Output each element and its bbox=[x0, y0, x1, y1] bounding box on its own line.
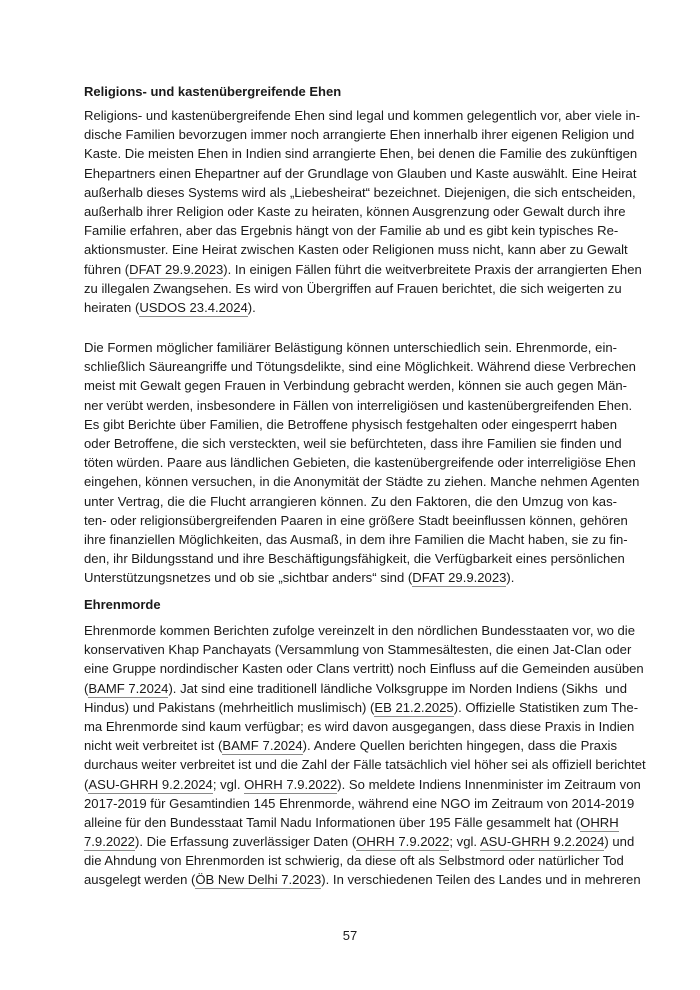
source-citation-link[interactable]: USDOS 23.4.2024 bbox=[139, 299, 248, 315]
text-line bbox=[84, 144, 638, 163]
text-segment: zu illegalen Zwangsehen. Es wird von Übergriffen auf Frauen berichtet, die sich weigerten zu bbox=[84, 280, 622, 296]
text-segment: ( bbox=[84, 776, 89, 792]
text-line bbox=[84, 870, 641, 889]
text-segment: ). In einigen Fällen führt die weitverbreitete Praxis der arrangierten Ehen bbox=[223, 261, 642, 277]
text-segment: oder Betroffene, die sich versteckten, weil sie befürchteten, dass ihre Familien sie finden und bbox=[84, 435, 622, 451]
text-line bbox=[84, 640, 632, 659]
text-line bbox=[84, 164, 637, 183]
source-citation-link[interactable]: ASU-GHRH 9.2.2024 bbox=[479, 834, 605, 850]
text-line bbox=[84, 679, 627, 698]
text-segment: Hindus) und Pakistans (mehrheitlich muslimisch) ( bbox=[84, 699, 375, 715]
source-citation-link[interactable]: ASU-GHRH 9.2.2024 bbox=[88, 776, 213, 792]
text-line bbox=[84, 794, 635, 813]
text-segment: konservativen Khap Panchayats (Versammlung von Stammesältesten, die einen Jat-Clan oder bbox=[84, 642, 632, 658]
text-line bbox=[84, 357, 636, 376]
source-citation-link[interactable]: OHRH 7.9.2022 bbox=[244, 776, 338, 792]
text-segment: den, ihr Bildungsstand und ihre Beschäftigungsfähigkeit, die Verfügbarkeit eines persönlichen bbox=[84, 551, 625, 567]
text-line bbox=[84, 415, 617, 434]
text-line bbox=[84, 511, 628, 530]
section-heading: Ehrenmorde bbox=[84, 597, 161, 612]
source-citation-link[interactable]: BAMF 7.2024 bbox=[88, 680, 169, 696]
text-segment: außerhalb dieses Systems wird als „Liebesheirat“ bezeichnet. Diejenigen, die sich entscheiden, bbox=[84, 184, 636, 200]
text-line bbox=[84, 755, 646, 774]
text-segment: eingehen, können versuchen, in die Anonymität der Städte zu ziehen. Manche nehmen Agenten bbox=[84, 474, 640, 490]
text-line bbox=[84, 338, 617, 357]
text-segment: meist mit Gewalt gegen Frauen in Verbindung gebracht werden, können sie auch gegen Män- bbox=[84, 378, 627, 394]
text-segment: Religions- und kastenübergreifende Ehen sind legal und kommen gelegentlich vor, aber viele in- bbox=[84, 108, 641, 123]
text-segment: schließlich Säureangriffe und Tötungsdelikte, sind eine Möglichkeit. Während diese Verbrechen bbox=[84, 359, 636, 375]
text-segment: töten würden. Paare aus ländlichen Gebieten, die kastenübergreifende oder interreligiöse Ehen bbox=[84, 455, 636, 471]
text-segment: aktionsmuster. Eine Heirat zwischen Kasten oder Religionen muss nicht, kann aber zu Gewalt bbox=[84, 242, 628, 258]
text-line bbox=[84, 260, 642, 279]
text-line bbox=[84, 396, 633, 415]
source-citation-link[interactable]: OHRH 7.9.2022 bbox=[356, 834, 450, 850]
text-segment: ). Andere Quellen berichten hingegen, dass die Praxis bbox=[302, 738, 618, 754]
text-segment: eine Gruppe nordindischer Kasten oder Clans vertritt) noch Einfluss auf die Gemeinden ausüben bbox=[84, 661, 644, 677]
text-line bbox=[84, 621, 635, 640]
text-line bbox=[84, 851, 624, 870]
text-segment: ) und bbox=[604, 834, 635, 850]
text-segment: ma Ehrenmorde sind kaum verfügbar; es wird davon ausgegangen, dass diese Praxis in Indien bbox=[84, 718, 635, 734]
paragraph bbox=[84, 338, 640, 587]
text-segment: Ehepartners einen Ehepartner auf der Grundlage von Glauben und Kaste auswählt. Eine Heirat bbox=[84, 165, 637, 181]
text-segment: ). bbox=[247, 299, 256, 315]
text-segment: Kaste. Die meisten Ehen in Indien sind arrangierte Ehen, bei denen die Familie des zukünftigen bbox=[84, 146, 638, 162]
text-segment: Ehrenmorde kommen Berichten zufolge vereinzelt in den nördlichen Bundesstaaten vor, wo die bbox=[84, 623, 635, 638]
text-line bbox=[84, 472, 640, 491]
text-segment: durchaus weiter verbreitet ist und die Zahl der Fälle tatsächlich viel höher sei als offiziell berichtet bbox=[84, 757, 646, 773]
text-segment: ; vgl. bbox=[449, 834, 480, 850]
text-segment: ). bbox=[506, 570, 515, 586]
text-line bbox=[84, 434, 622, 453]
text-segment: ausgelegt werden ( bbox=[84, 872, 196, 888]
source-citation-link[interactable]: DFAT 29.9.2023 bbox=[129, 261, 224, 277]
text-line bbox=[84, 775, 641, 794]
text-segment: Unterstützungsnetzes und ob sie „sichtbar anders“ sind ( bbox=[84, 570, 413, 586]
text-line bbox=[84, 717, 635, 736]
text-line bbox=[84, 549, 625, 568]
text-segment: 2017-2019 für Gesamtindien 145 Ehrenmorde, während eine NGO im Zeitraum von 2014-2019 bbox=[84, 795, 635, 811]
page-number: 57 bbox=[342, 928, 358, 943]
text-line bbox=[84, 453, 636, 472]
text-segment: die Ahndung von Ehrenmorden ist schwierig, da diese oft als Selbstmord oder natürlicher Tod bbox=[84, 853, 624, 869]
text-segment: ). In verschiedenen Teilen des Landes und in mehreren bbox=[321, 872, 641, 888]
text-segment: ihre finanziellen Möglichkeiten, das Ausmaß, in dem ihre Familien die Macht haben, sie zu fin- bbox=[84, 531, 628, 547]
text-segment: ). So meldete Indiens Innenminister im Zeitraum von bbox=[337, 776, 641, 792]
text-line bbox=[84, 832, 635, 851]
text-line bbox=[84, 376, 627, 395]
source-citation-link[interactable]: DFAT 29.9.2023 bbox=[412, 570, 507, 586]
text-line bbox=[84, 736, 617, 755]
text-line bbox=[84, 240, 628, 259]
text-line bbox=[84, 279, 622, 298]
text-segment: ). Jat sind eine traditionell ländliche Volksgruppe im Norden Indiens (Sikhs und bbox=[168, 680, 627, 696]
text-segment: Familie erfahren, aber das Ergebnis hängt von der Familie ab und es gibt kein typisches Re- bbox=[84, 223, 619, 239]
text-line bbox=[84, 183, 636, 202]
paragraph bbox=[84, 106, 642, 317]
text-segment: außerhalb ihrer Religion oder Kaste zu heiraten, können Ausgrenzung oder Gewalt durch ihre bbox=[84, 203, 626, 219]
text-segment: ; vgl. bbox=[212, 776, 245, 792]
source-citation-link[interactable]: ÖB New Delhi 7.2023 bbox=[195, 872, 322, 888]
text-segment: führen ( bbox=[84, 261, 130, 277]
text-segment: Die Formen möglicher familiärer Belästigung können unterschiedlich sein. Ehrenmorde, ein- bbox=[84, 340, 617, 355]
text-line bbox=[84, 530, 628, 549]
text-segment: ). Die Erfassung zuverlässiger Daten ( bbox=[134, 834, 357, 850]
text-segment: ( bbox=[84, 680, 89, 696]
text-segment: ). Offizielle Statistiken zum The- bbox=[453, 699, 639, 715]
text-segment: unter Vertrag, die die Flucht arrangieren können. Zu den Faktoren, die den Umzug von kas- bbox=[84, 493, 617, 509]
text-line bbox=[84, 221, 617, 240]
source-citation-link[interactable]: 7.9.2022 bbox=[84, 834, 135, 850]
text-line bbox=[84, 659, 644, 678]
text-line bbox=[84, 298, 617, 317]
section-heading: Religions- und kastenübergreifende Ehen bbox=[84, 84, 342, 99]
text-line bbox=[84, 568, 617, 587]
source-citation-link[interactable]: OHRH bbox=[580, 814, 619, 830]
text-segment: heiraten ( bbox=[84, 299, 140, 315]
text-segment: alleine für den Bundesstaat Tamil Nadu Informationen über 195 Fälle gesammelt hat ( bbox=[84, 814, 581, 830]
text-segment: ten- oder religionsübergreifenden Paaren in eine größere Stadt beeinflussen können, gehören bbox=[84, 512, 628, 528]
text-segment: nicht weit verbreitet ist ( bbox=[84, 738, 223, 754]
text-line bbox=[84, 698, 639, 717]
text-segment: ner verübt werden, insbesondere in Fällen von interreligiösen und kastenübergreifenden Ehen. bbox=[84, 397, 633, 413]
paragraph bbox=[84, 621, 646, 890]
text-segment: Es gibt Berichte über Familien, die Betroffene physisch festgehalten oder eingesperrt haben bbox=[84, 416, 617, 432]
text-segment: dische Familien bevorzugen immer noch arrangierte Ehen innerhalb ihrer eigenen Religion und bbox=[84, 127, 635, 143]
source-citation-link[interactable]: EB 21.2.2025 bbox=[374, 699, 454, 715]
text-line bbox=[84, 106, 641, 125]
text-line bbox=[84, 813, 617, 832]
text-line bbox=[84, 492, 617, 511]
text-line bbox=[84, 202, 626, 221]
source-citation-link[interactable]: BAMF 7.2024 bbox=[222, 738, 303, 754]
text-line bbox=[84, 125, 635, 144]
